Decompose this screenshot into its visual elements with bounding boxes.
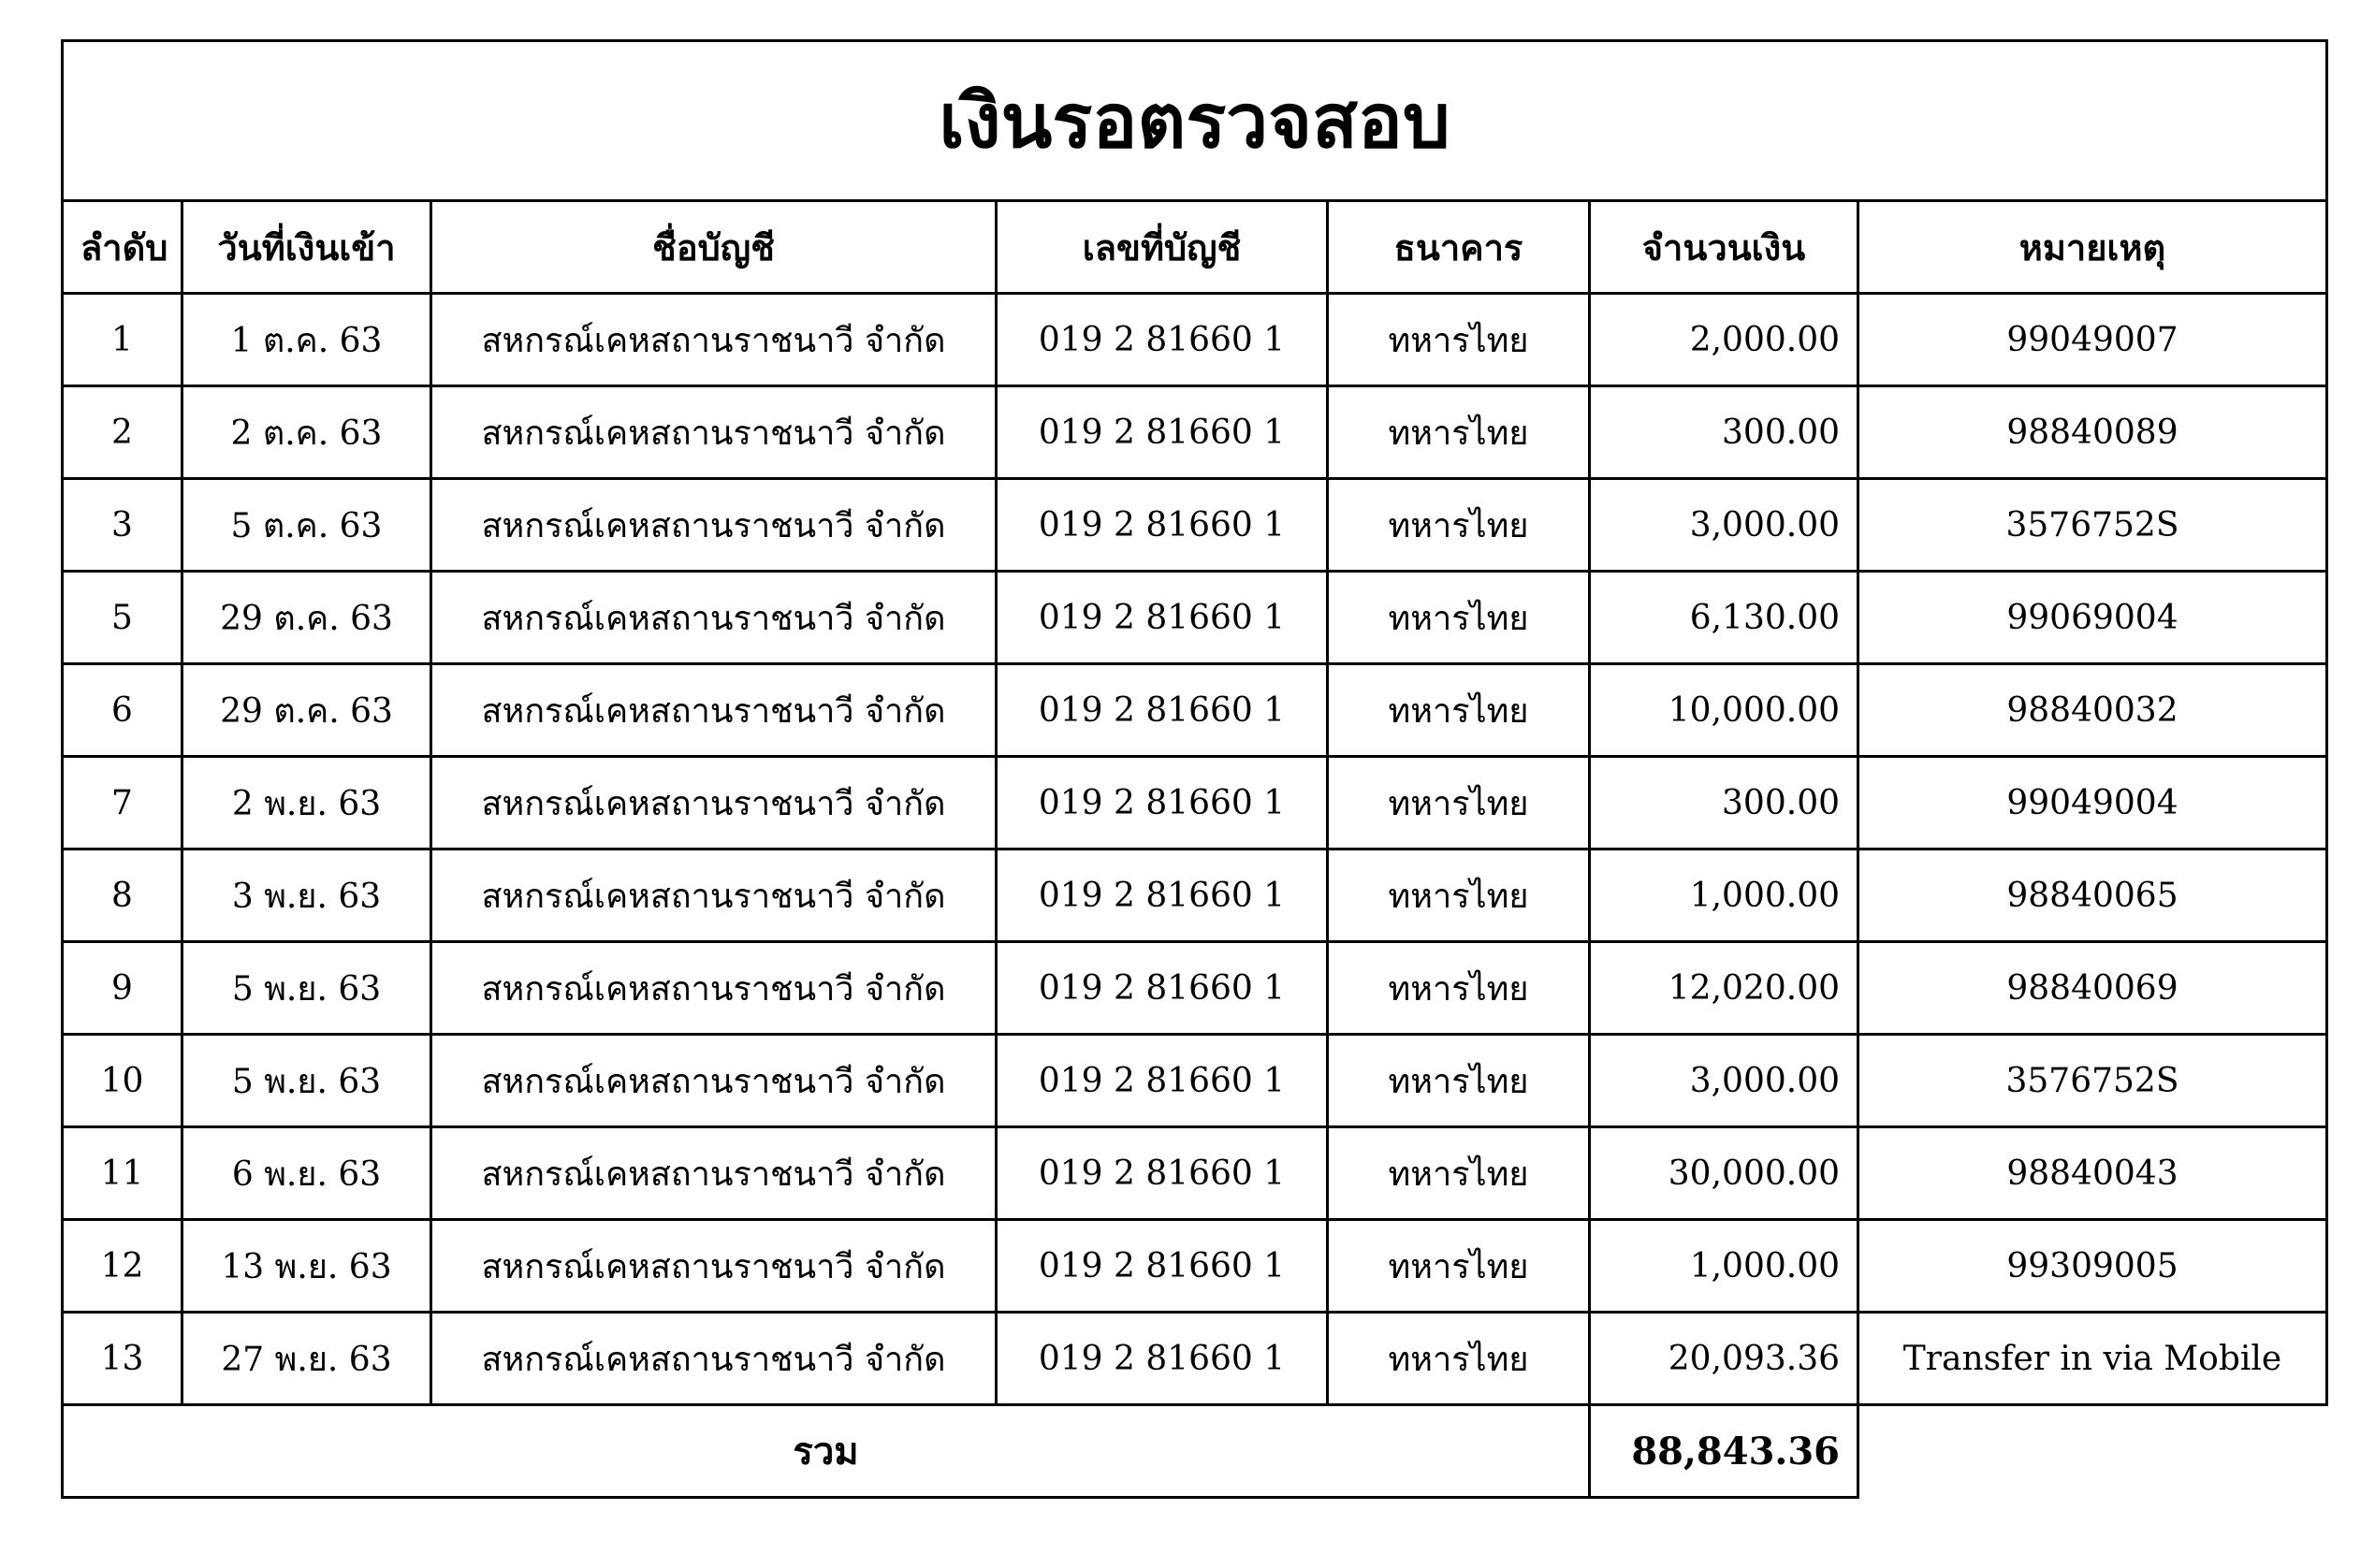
cell-note: Transfer in via Mobile: [1858, 1313, 2327, 1405]
cell-date: 27 พ.ย. 63: [182, 1313, 431, 1405]
cell-no: 10: [63, 1035, 182, 1127]
column-header-no: ลำดับ: [63, 201, 182, 294]
cell-no: 3: [63, 479, 182, 572]
cell-account-no: 019 2 81660 1: [997, 386, 1328, 479]
table-row: [63, 1220, 2327, 1313]
cell-account-name: สหกรณ์เคหสถานราชนาวี จำกัด: [431, 479, 997, 572]
table-row: [63, 1127, 2327, 1220]
cell-amount: 3,000.00: [1590, 479, 1858, 572]
cell-account-no: 019 2 81660 1: [997, 572, 1328, 664]
table-row: [63, 572, 2327, 664]
cell-account-name: สหกรณ์เคหสถานราชนาวี จำกัด: [431, 757, 997, 849]
column-header-amount: จำนวนเงิน: [1590, 201, 1858, 294]
cell-account-no: 019 2 81660 1: [997, 1220, 1328, 1313]
cell-bank: ทหารไทย: [1328, 479, 1590, 572]
cell-date: 5 พ.ย. 63: [182, 942, 431, 1035]
cell-bank: ทหารไทย: [1328, 757, 1590, 849]
cell-bank: ทหารไทย: [1328, 664, 1590, 757]
cell-account-no: 019 2 81660 1: [997, 757, 1328, 849]
cell-amount: 10,000.00: [1590, 664, 1858, 757]
cell-note: 99049004: [1858, 757, 2327, 849]
table-row: [63, 1035, 2327, 1127]
table-header-row: [63, 201, 2327, 294]
table-row: [63, 849, 2327, 942]
cell-bank: ทหารไทย: [1328, 942, 1590, 1035]
cell-account-name: สหกรณ์เคหสถานราชนาวี จำกัด: [431, 572, 997, 664]
cell-amount: 300.00: [1590, 757, 1858, 849]
cell-amount: 300.00: [1590, 386, 1858, 479]
cell-account-name: สหกรณ์เคหสถานราชนาวี จำกัด: [431, 1220, 997, 1313]
cell-account-name: สหกรณ์เคหสถานราชนาวี จำกัด: [431, 294, 997, 386]
cell-no: 11: [63, 1127, 182, 1220]
cell-date: 1 ต.ค. 63: [182, 294, 431, 386]
column-header-account-name: ชื่อบัญชี: [431, 201, 997, 294]
table-row: [63, 386, 2327, 479]
table-row: [63, 479, 2327, 572]
column-header-date: วันที่เงินเข้า: [182, 201, 431, 294]
cell-bank: ทหารไทย: [1328, 1220, 1590, 1313]
table-row: [63, 294, 2327, 386]
cell-date: 2 ต.ค. 63: [182, 386, 431, 479]
cell-amount: 6,130.00: [1590, 572, 1858, 664]
cell-note: 99309005: [1858, 1220, 2327, 1313]
cell-bank: ทหารไทย: [1328, 849, 1590, 942]
table-row: [63, 1313, 2327, 1405]
cell-account-name: สหกรณ์เคหสถานราชนาวี จำกัด: [431, 942, 997, 1035]
cell-no: 5: [63, 572, 182, 664]
cell-note: 3576752S: [1858, 479, 2327, 572]
cell-note: 98840069: [1858, 942, 2327, 1035]
cell-date: 2 พ.ย. 63: [182, 757, 431, 849]
cell-date: 29 ต.ค. 63: [182, 664, 431, 757]
cell-account-no: 019 2 81660 1: [997, 294, 1328, 386]
cell-account-no: 019 2 81660 1: [997, 942, 1328, 1035]
cell-note: 99049007: [1858, 294, 2327, 386]
cell-amount: 1,000.00: [1590, 1220, 1858, 1313]
cell-amount: 30,000.00: [1590, 1127, 1858, 1220]
cell-account-name: สหกรณ์เคหสถานราชนาวี จำกัด: [431, 1127, 997, 1220]
cell-bank: ทหารไทย: [1328, 572, 1590, 664]
page-title: เงินรอตรวจสอบ: [63, 41, 2327, 201]
cell-no: 9: [63, 942, 182, 1035]
table-body: [63, 294, 2327, 1405]
column-header-note: หมายเหตุ: [1858, 201, 2327, 294]
cell-account-name: สหกรณ์เคหสถานราชนาวี จำกัด: [431, 849, 997, 942]
table-row: [63, 664, 2327, 757]
cell-note: 3576752S: [1858, 1035, 2327, 1127]
total-row: [63, 1405, 2327, 1498]
cell-no: 13: [63, 1313, 182, 1405]
cell-amount: 1,000.00: [1590, 849, 1858, 942]
cell-date: 5 พ.ย. 63: [182, 1035, 431, 1127]
cell-account-no: 019 2 81660 1: [997, 849, 1328, 942]
cell-note: 99069004: [1858, 572, 2327, 664]
cell-date: 5 ต.ค. 63: [182, 479, 431, 572]
cell-account-no: 019 2 81660 1: [997, 1313, 1328, 1405]
total-label: รวม: [63, 1405, 1590, 1498]
cell-account-no: 019 2 81660 1: [997, 1127, 1328, 1220]
cell-bank: ทหารไทย: [1328, 1313, 1590, 1405]
cell-account-name: สหกรณ์เคหสถานราชนาวี จำกัด: [431, 1313, 997, 1405]
cell-amount: 20,093.36: [1590, 1313, 1858, 1405]
cell-date: 3 พ.ย. 63: [182, 849, 431, 942]
cell-bank: ทหารไทย: [1328, 1127, 1590, 1220]
total-row-blank: [1858, 1405, 2327, 1498]
cell-no: 2: [63, 386, 182, 479]
cell-bank: ทหารไทย: [1328, 1035, 1590, 1127]
column-header-account-no: เลขที่บัญชี: [997, 201, 1328, 294]
cell-no: 8: [63, 849, 182, 942]
cell-bank: ทหารไทย: [1328, 294, 1590, 386]
cell-account-no: 019 2 81660 1: [997, 1035, 1328, 1127]
pending-funds-table: [61, 39, 2328, 1499]
cell-no: 1: [63, 294, 182, 386]
cell-account-name: สหกรณ์เคหสถานราชนาวี จำกัด: [431, 1035, 997, 1127]
cell-note: 98840043: [1858, 1127, 2327, 1220]
cell-note: 98840065: [1858, 849, 2327, 942]
document-sheet: [61, 39, 2328, 1499]
cell-note: 98840089: [1858, 386, 2327, 479]
cell-amount: 12,020.00: [1590, 942, 1858, 1035]
cell-date: 13 พ.ย. 63: [182, 1220, 431, 1313]
cell-no: 7: [63, 757, 182, 849]
total-amount: 88,843.36: [1590, 1405, 1858, 1498]
cell-bank: ทหารไทย: [1328, 386, 1590, 479]
cell-date: 6 พ.ย. 63: [182, 1127, 431, 1220]
cell-account-name: สหกรณ์เคหสถานราชนาวี จำกัด: [431, 386, 997, 479]
cell-amount: 2,000.00: [1590, 294, 1858, 386]
cell-account-no: 019 2 81660 1: [997, 664, 1328, 757]
cell-no: 12: [63, 1220, 182, 1313]
cell-date: 29 ต.ค. 63: [182, 572, 431, 664]
table-row: [63, 942, 2327, 1035]
cell-no: 6: [63, 664, 182, 757]
cell-amount: 3,000.00: [1590, 1035, 1858, 1127]
column-header-bank: ธนาคาร: [1328, 201, 1590, 294]
cell-account-no: 019 2 81660 1: [997, 479, 1328, 572]
cell-account-name: สหกรณ์เคหสถานราชนาวี จำกัด: [431, 664, 997, 757]
cell-note: 98840032: [1858, 664, 2327, 757]
table-row: [63, 757, 2327, 849]
